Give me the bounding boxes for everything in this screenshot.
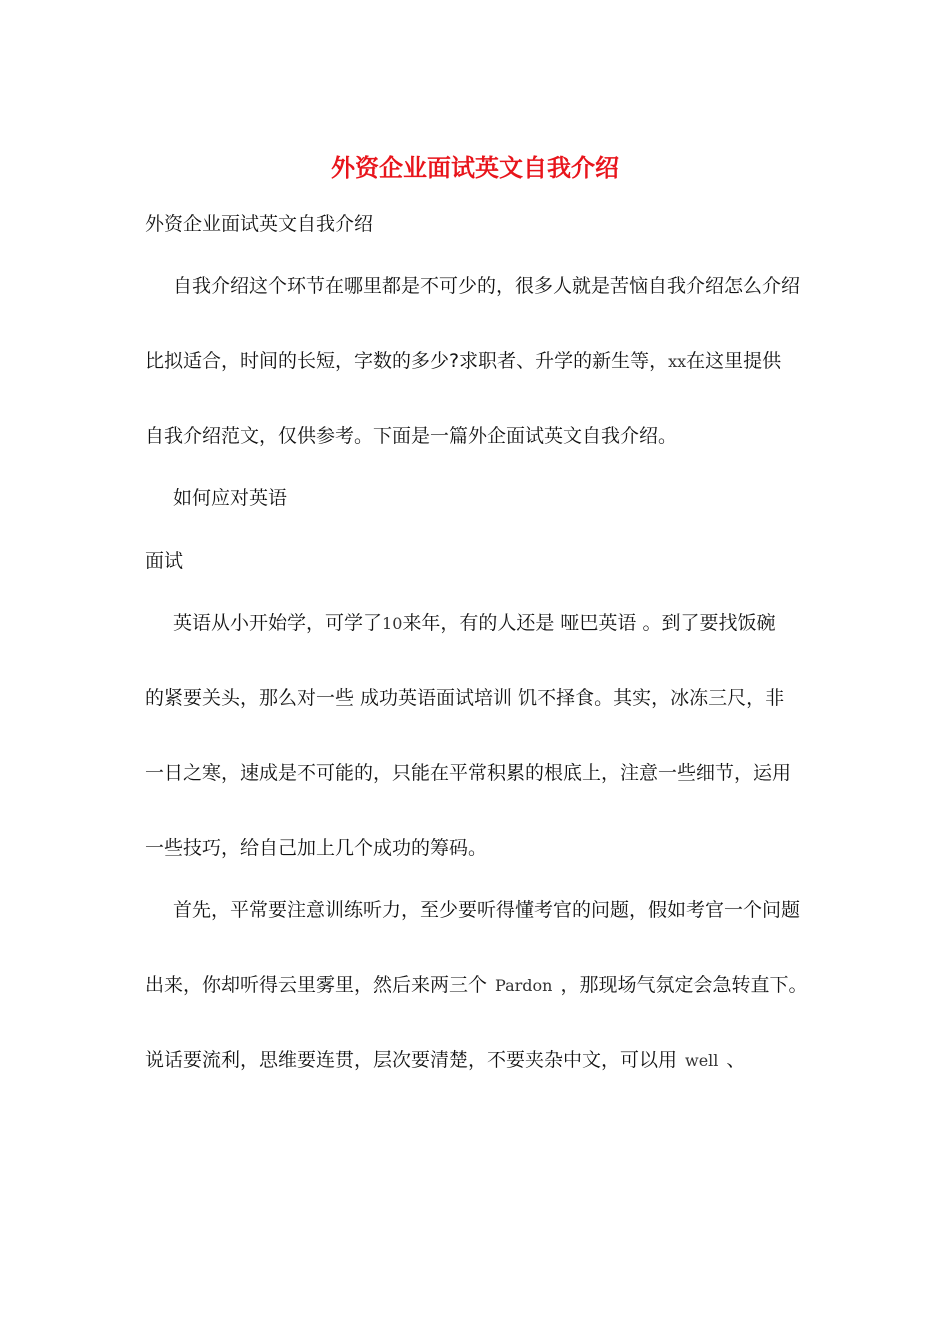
- paragraph-2-line-3: 一日之寒，速成是不可能的，只能在平常积累的根底上，注意一些细节，运用: [145, 762, 792, 784]
- paragraph-1-line-3: 自我介绍范文，仅供参考。下面是一篇外企面试英文自我介绍。: [145, 425, 678, 447]
- paragraph-3-line-1: 首先，平常要注意训练听力，至少要听得懂考官的问题，假如考官一个问题: [173, 899, 801, 921]
- paragraph-3-line-3-text-a: 说话要流利，思维要连贯，层次要清楚，不要夹杂中文，可以用: [145, 1049, 678, 1071]
- section-heading-1: 如何应对英语: [173, 487, 288, 509]
- document-subtitle: 外资企业面试英文自我介绍: [145, 213, 374, 235]
- paragraph-1-line-2-text-c: 在这里提供: [686, 350, 782, 372]
- paragraph-3-line-3: [145, 1046, 745, 1075]
- document-title: 外资企业面试英文自我介绍: [331, 153, 619, 182]
- paragraph-2-line-1-number: 10: [382, 614, 403, 633]
- paragraph-2-line-2: 的紧要关头，那么对一些 成功英语面试培训 饥不择食。其实，冰冻三尺，非: [145, 687, 785, 709]
- paragraph-2-line-1-text-a: 英语从小开始学，可学了: [173, 612, 383, 634]
- paragraph-2-line-1: [173, 609, 775, 638]
- paragraph-2-line-1-text-c: 来年，有的人还是 哑巴英语 。到了要找饭碗: [402, 612, 776, 634]
- paragraph-1-line-2: [145, 347, 781, 376]
- paragraph-1-line-2-xx: xx: [668, 352, 687, 371]
- paragraph-1-line-1: 自我介绍这个环节在哪里都是不可少的，很多人就是苦恼自我介绍怎么介绍: [173, 275, 801, 297]
- paragraph-3-line-2-pardon: Pardon: [495, 976, 553, 995]
- section-heading-2: 面试: [145, 550, 184, 572]
- paragraph-3-line-3-well: well: [685, 1051, 719, 1070]
- paragraph-3-line-2-text-c: ，那现场气氛定会急转直下。: [560, 974, 808, 996]
- paragraph-3-line-3-text-c: 、: [726, 1049, 746, 1071]
- paragraph-1-line-2-text-a: 比拟适合，时间的长短，字数的多少?求职者、升学的新生等，: [145, 350, 669, 372]
- paragraph-3-line-2: [145, 971, 807, 1000]
- paragraph-2-line-4: 一些技巧，给自己加上几个成功的筹码。: [145, 837, 488, 859]
- paragraph-3-line-2-text-a: 出来，你却听得云里雾里，然后来两三个: [145, 974, 488, 996]
